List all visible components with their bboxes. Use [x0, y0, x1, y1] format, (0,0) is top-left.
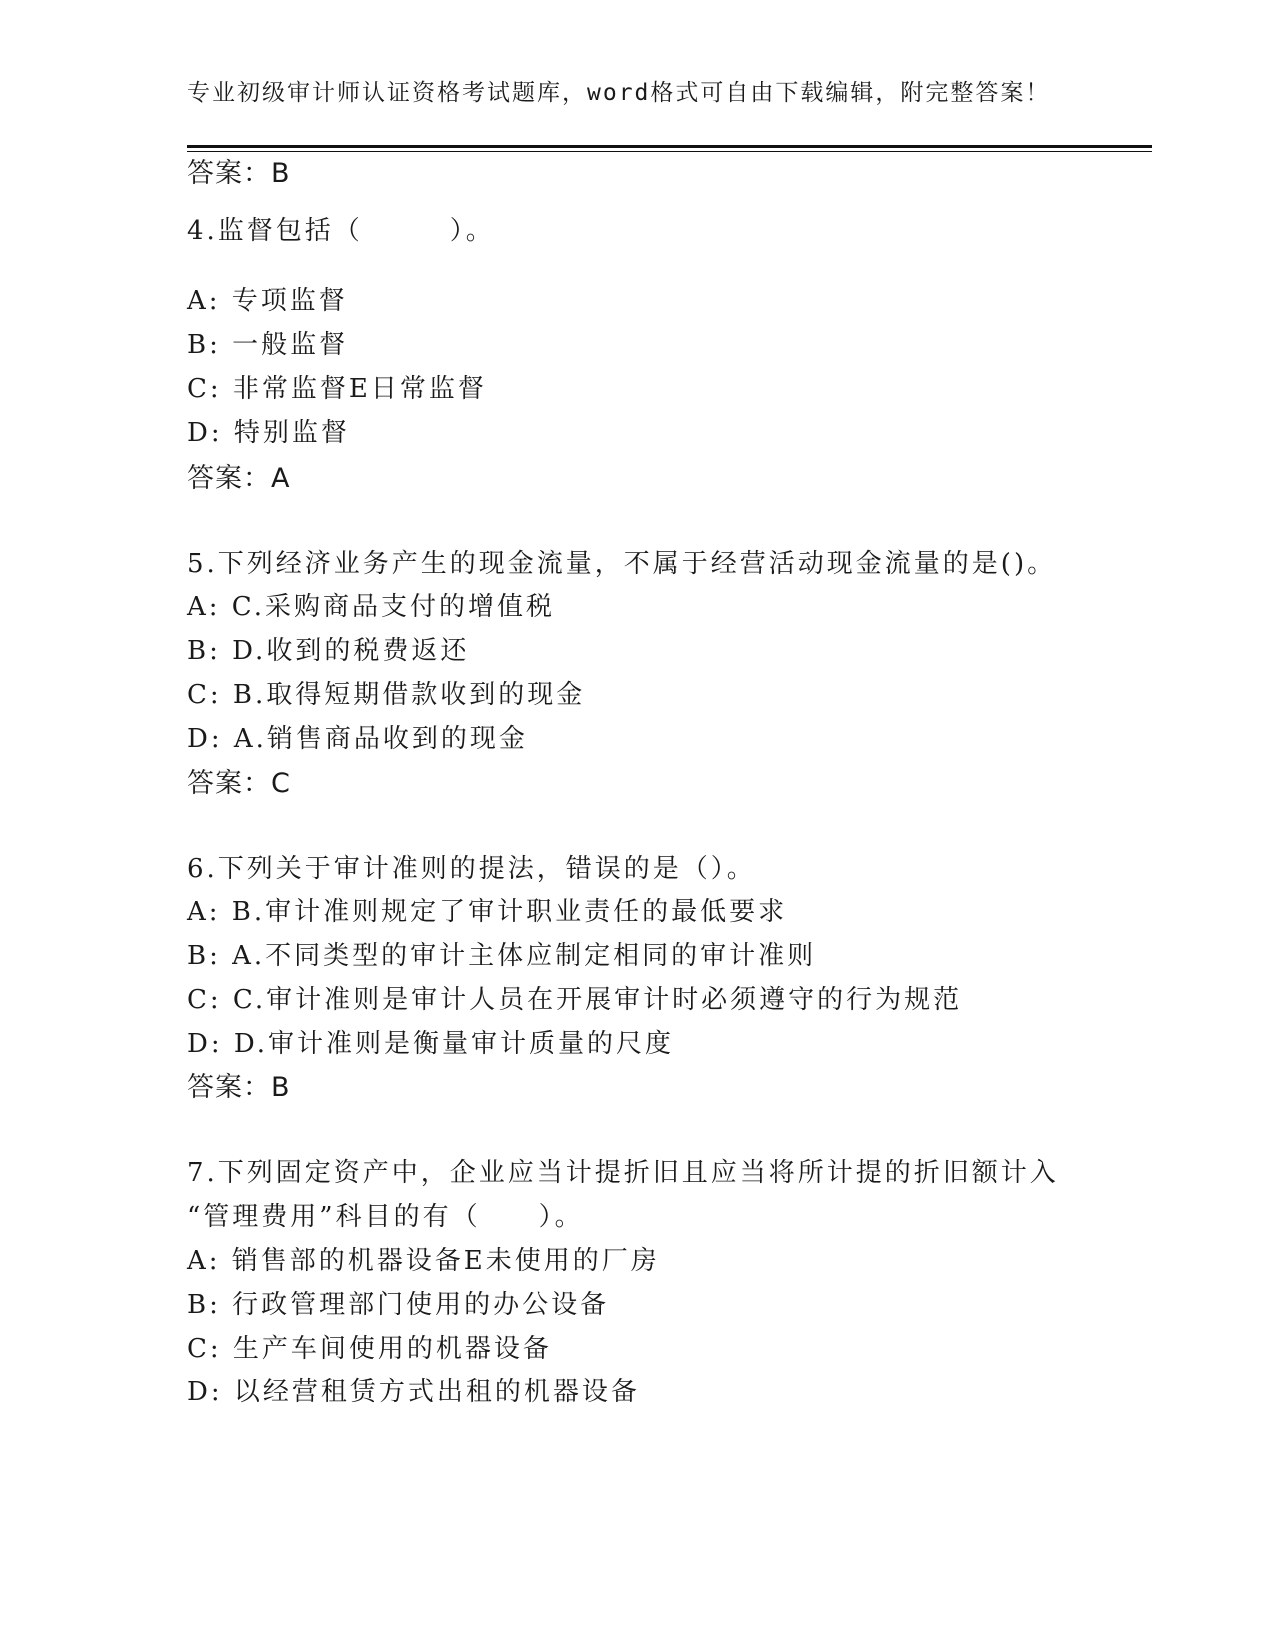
question-7-line-2: “管理费用”科目的有（ ）。: [187, 1202, 584, 1232]
answer-q5: 答案：C: [187, 768, 291, 799]
question-5-option-a: A: C.采购商品支付的增值税: [187, 592, 556, 622]
question-6-option-c: C: C.审计准则是审计人员在开展审计时必须遵守的行为规范: [187, 985, 963, 1015]
question-7-option-c: C: 生产车间使用的机器设备: [187, 1334, 552, 1364]
question-7-line-1: 7.下列固定资产中，企业应当计提折旧且应当将所计提的折旧额计入: [187, 1158, 1059, 1188]
question-4-option-c: C: 非常监督E日常监督: [187, 374, 487, 404]
answer-q4: 答案：A: [187, 463, 291, 494]
header-rule-thick: [187, 145, 1152, 148]
question-6-option-b: B: A.不同类型的审计主体应制定相同的审计准则: [187, 941, 817, 971]
question-4-option-a: A: 专项监督: [187, 286, 348, 316]
question-6: 6.下列关于审计准则的提法，错误的是（）。: [187, 854, 756, 884]
question-4: 4.监督包括（ ）。: [187, 216, 495, 246]
header-rule-thin: [187, 151, 1152, 152]
question-7-option-d: D: 以经营租赁方式出租的机器设备: [187, 1377, 640, 1407]
question-5-option-d: D: A.销售商品收到的现金: [187, 724, 528, 754]
question-4-option-d: D: 特别监督: [187, 418, 350, 448]
question-5-option-b: B: D.收到的税费返还: [187, 636, 470, 666]
answer-q3: 答案：B: [187, 158, 291, 189]
answer-q6: 答案：B: [187, 1072, 291, 1103]
question-6-option-a: A: B.审计准则规定了审计职业责任的最低要求: [187, 897, 788, 927]
question-4-option-b: B: 一般监督: [187, 330, 349, 360]
page-header: 专业初级审计师认证资格考试题库，word格式可自由下载编辑，附完整答案！: [187, 80, 1051, 106]
question-5-option-c: C: B.取得短期借款收到的现金: [187, 680, 586, 710]
question-5: 5.下列经济业务产生的现金流量，不属于经营活动现金流量的是()。: [187, 549, 1057, 579]
question-7-option-b: B: 行政管理部门使用的办公设备: [187, 1290, 610, 1320]
question-7-option-a: A: 销售部的机器设备E未使用的厂房: [187, 1246, 660, 1276]
question-6-option-d: D: D.审计准则是衡量审计质量的尺度: [187, 1029, 675, 1059]
